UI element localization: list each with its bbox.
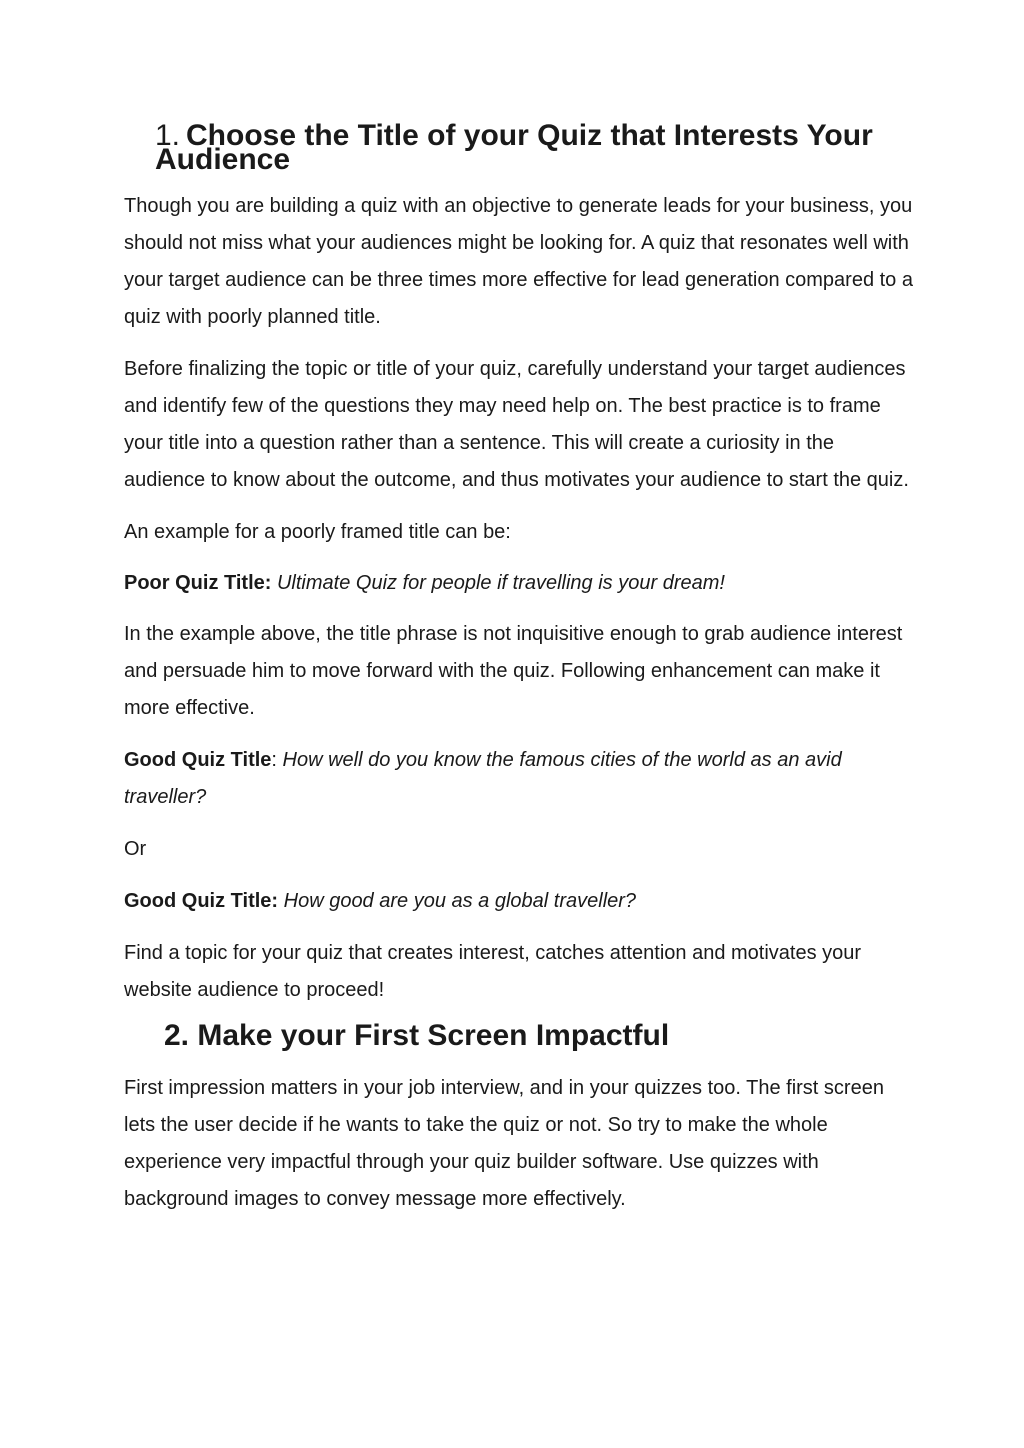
section-1-paragraph-5: Find a topic for your quiz that creates interest, catches attention and motivates your website audience to proceed! [124, 942, 862, 1001]
good-title-colon: : [271, 749, 277, 771]
section-1-heading [124, 119, 914, 176]
section-1-paragraph-2: Before finalizing the topic or title of your quiz, carefully understand your target audiences and identify few of the questions they may need help on. The best practice is to frame your title into a question rather than a sentence. This will create a curiosity in the audience to know about the outcome, and thus motivates your audience to start the quiz. [124, 358, 909, 491]
poor-title-label: Poor Quiz Title: [124, 572, 272, 594]
section-1-paragraph-1: Though you are building a quiz with an objective to generate leads for your business, you should not miss what your audiences might be looking for. A quiz that resonates well with your target audience can be three times more effective for lead generation compared to a quiz with poorly planned title. [124, 195, 913, 328]
section-1-paragraph-3: An example for a poorly framed title can be: [124, 521, 511, 543]
section-1-number: 1. [155, 119, 181, 152]
good-title-text-2: How good are you as a global traveller? [283, 890, 637, 912]
good-title-label-1: Good Quiz Title [124, 749, 272, 771]
good-title-example-2 [124, 883, 914, 920]
section-1-heading-text: Choose the Title of your Quiz that Interests Your Audience [155, 119, 873, 176]
poor-title-example [124, 565, 914, 602]
poor-title-text: Ultimate Quiz for people if travelling is your dream! [276, 572, 725, 594]
section-1-paragraph-4: In the example above, the title phrase is not inquisitive enough to grab audience interest and persuade him to move forward with the quiz. Following enhancement can make it more effective. [124, 623, 903, 719]
section-2-heading: 2. Make your First Screen Impactful [164, 1019, 670, 1052]
good-title-example-1 [124, 742, 914, 816]
section-2-paragraph-1: First impression matters in your job interview, and in your quizzes too. The first screen lets the user decide if he wants to take the quiz or not. So try to make the whole experience very impactful through your quiz builder software. Use quizzes with background images to convey message more effectively. [124, 1077, 884, 1210]
document-body [124, 119, 914, 1233]
or-text: Or [124, 838, 147, 860]
good-title-text-1: How well do you know the famous cities of the world as an avid traveller? [124, 749, 842, 808]
good-title-label-2: Good Quiz Title: [124, 890, 279, 912]
